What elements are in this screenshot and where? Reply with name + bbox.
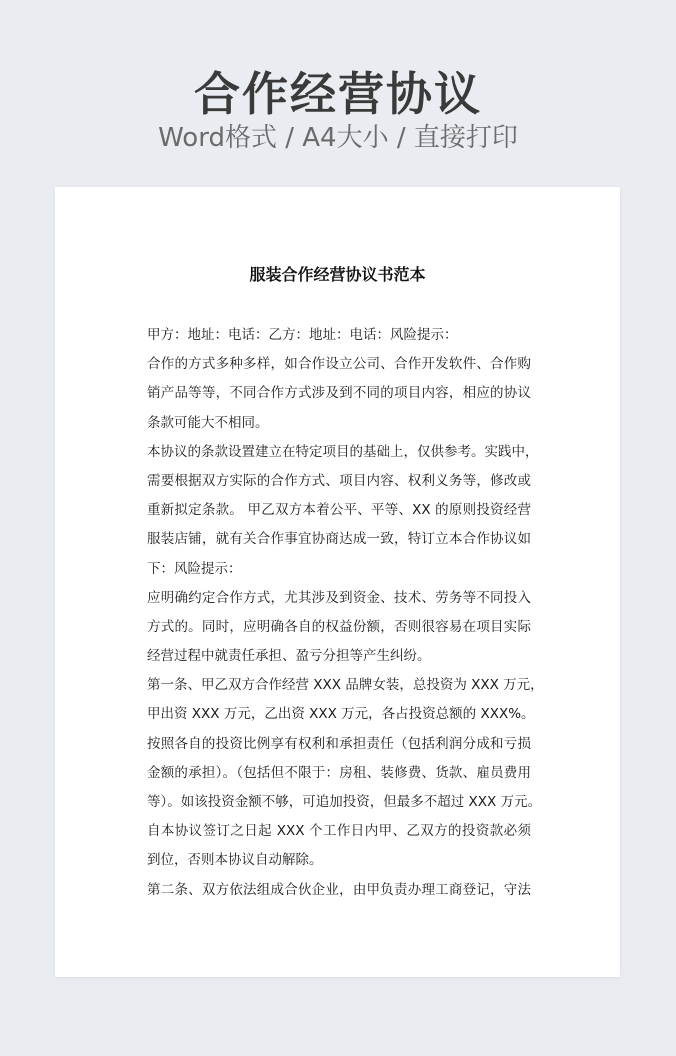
document-line: 应明确约定合作方式，尤其涉及到资金、技术、劳务等不同投入	[147, 589, 531, 606]
document-line: 到位，否则本协议自动解除。	[147, 852, 323, 869]
document-body	[147, 321, 544, 905]
document-line: 本协议的条款设置建立在特定项目的基础上，仅供参考。实践中，	[147, 443, 539, 460]
document-line: 甲出资 XXX 万元，乙出资 XXX 万元，各占投资总额的 XXX%。	[147, 706, 535, 723]
document-line: 按照各自的投资比例享有权利和承担责任（包括利润分成和亏损	[147, 735, 531, 752]
document-line: 等）。如该投资金额不够，可追加投资，但最多不超过 XXX 万元。	[147, 794, 542, 810]
document-line: 自本协议签订之日起 XXX 个工作日内甲、乙双方的投资款必须	[147, 823, 531, 840]
document-line: 下：风险提示：	[147, 560, 242, 577]
document-title: 服装合作经营协议书范本	[249, 265, 426, 284]
page-title: 合作经营协议	[194, 67, 482, 121]
document-line: 合作的方式多种多样，如合作设立公司、合作开发软件、合作购	[147, 356, 531, 373]
document-line: 需要根据双方实际的合作方式、项目内容、权利义务等，修改或	[147, 472, 531, 489]
document-line: 第一条、甲乙双方合作经营 XXX 品牌女装，总投资为 XXX 万元，	[147, 677, 544, 694]
document-line: 条款可能大不相同。	[147, 414, 269, 431]
document-line: 第二条、双方依法组成合伙企业，由甲负责办理工商登记，守法	[147, 881, 531, 898]
document-line: 金额的承担）。（包括但不限于：房租、装修费、货款、雇员费用	[147, 764, 531, 781]
document-line: 服装店铺，就有关合作事宜协商达成一致，特订立本合作协议如	[147, 531, 531, 548]
document-line: 重新拟定条款。 甲乙双方本着公平、平等、XX 的原则投资经营	[147, 502, 531, 519]
document-line: 甲方：地址：电话：乙方：地址：电话：风险提示：	[147, 327, 458, 343]
document-page	[55, 187, 620, 977]
document-line: 经营过程中就责任承担、盈亏分担等产生纠纷。	[147, 648, 431, 665]
document-line: 方式的。同时，应明确各自的权益份额，否则很容易在项目实际	[147, 618, 531, 635]
document-line: 销产品等等，不同合作方式涉及到不同的项目内容，相应的协议	[147, 385, 531, 402]
page-subtitle: Word格式 / A4大小 / 直接打印	[158, 123, 518, 153]
